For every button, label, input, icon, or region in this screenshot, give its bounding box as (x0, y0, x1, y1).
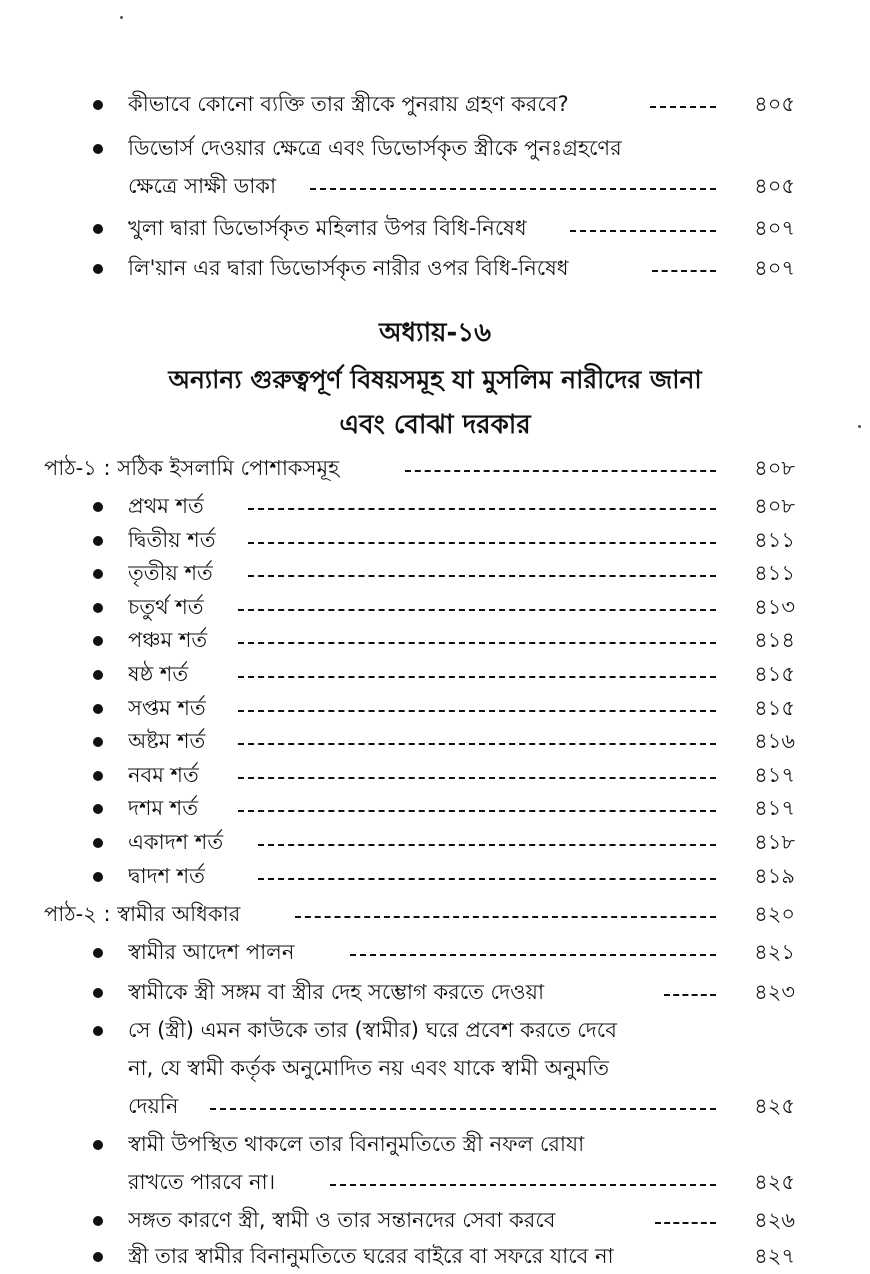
toc-entry (0, 624, 870, 656)
entry-title: ষষ্ঠ শর্ত (128, 662, 192, 686)
toc-entry (0, 88, 870, 120)
bullet-icon (93, 988, 103, 998)
entry-title: দ্বাদশ শর্ত (128, 864, 209, 888)
lesson-heading (0, 898, 870, 930)
bullet-icon (93, 224, 103, 234)
entry-title: সঙ্গত কারণে স্ত্রী, স্বামী ও তার সন্তানদের সেবা করবে (128, 1208, 559, 1232)
page-number: ৪১১ (754, 561, 795, 585)
dot-leader (238, 710, 716, 712)
entry-title: পঞ্চম শর্ত (128, 628, 211, 652)
dot-leader (248, 575, 716, 577)
toc-entry (0, 1128, 870, 1198)
bullet-icon (93, 502, 103, 512)
page-number: ৪১৮ (754, 830, 795, 854)
entry-title: তৃতীয় শর্ত (128, 561, 217, 585)
dot-leader (248, 542, 716, 544)
dot-leader (238, 642, 716, 644)
chapter-number: অধ্যায়-১৬ (378, 318, 492, 348)
lesson-heading (0, 452, 870, 484)
page-number: ৪০৭ (754, 216, 795, 240)
dot-leader (238, 810, 716, 812)
entry-title: কীভাবে কোনো ব্যক্তি তার স্ত্রীকে পুনরায় গ্রহণ করবে? (128, 92, 573, 116)
entry-title: সপ্তম শর্ত (128, 696, 210, 720)
dot-leader (248, 508, 716, 510)
toc-entry (0, 132, 870, 202)
entry-title: চতুর্থ শর্ত (128, 595, 208, 619)
dot-leader (330, 1184, 716, 1186)
bullet-icon (93, 144, 103, 154)
toc-entry (0, 591, 870, 623)
bullet-icon (93, 1252, 103, 1262)
page-number: ৪০৫ (754, 92, 795, 116)
page-number: ৪১৫ (754, 696, 795, 720)
page-number: ৪১৭ (754, 763, 795, 787)
toc-entry (0, 252, 870, 284)
entry-title-continued: ক্ষেত্রে সাক্ষী ডাকা (128, 174, 280, 198)
page-number: ৪২১ (754, 940, 795, 964)
entry-title: লি'য়ান এর দ্বারা ডিভোর্সকৃত নারীর ওপর বিধি-নিষেধ (128, 256, 573, 280)
bullet-icon (93, 569, 103, 579)
toc-entry (0, 1204, 870, 1236)
toc-entry (0, 1240, 870, 1272)
dot-leader (258, 878, 716, 880)
dot-leader (210, 1108, 716, 1110)
toc-entry (0, 792, 870, 824)
dot-leader (310, 188, 716, 190)
page-number: ৪০৭ (754, 256, 795, 280)
entry-title-continued: না, যে স্বামী কর্তৃক অনুমোদিত নয় এবং যাকে স্বামী অনুমতি (128, 1056, 609, 1080)
chapter-title-line1: অন্যান্য গুরুত্বপূর্ণ বিষয়সমূহ যা মুসলিম নারীদের জানা (168, 365, 702, 394)
dot-leader (238, 777, 716, 779)
bullet-icon (93, 838, 103, 848)
dot-leader (238, 609, 716, 611)
bullet-icon (93, 1140, 103, 1150)
bullet-icon (93, 536, 103, 546)
entry-title: প্রথম শর্ত (128, 494, 208, 518)
entry-title-continued: রাখতে পারবে না। (128, 1170, 279, 1194)
dot-leader (238, 743, 716, 745)
bullet-icon (93, 636, 103, 646)
dot-leader (238, 676, 716, 678)
page-number: ৪২০ (754, 902, 795, 926)
entry-title: স্বামী উপস্থিত থাকলে তার বিনানুমতিতে স্ত্রী নফল রোযা (128, 1132, 585, 1156)
entry-title: স্বামীকে স্ত্রী সঙ্গম বা স্ত্রীর দেহ সম্ভোগ করতে দেওয়া (128, 980, 548, 1004)
bullet-icon (93, 264, 103, 274)
toc-entry (0, 1014, 870, 1124)
page-number: ৪২৫ (754, 1094, 795, 1118)
page-number: ৪২৩ (754, 980, 795, 1004)
page-number: ৪১৪ (754, 628, 795, 652)
toc-entry (0, 860, 870, 892)
entry-title: দ্বিতীয় শর্ত (128, 528, 219, 552)
bullet-icon (93, 872, 103, 882)
entry-title: সে (স্ত্রী) এমন কাউকে তার (স্বামীর) ঘরে প্রবেশ করতে দেবে (128, 1018, 617, 1042)
toc-entry (0, 212, 870, 244)
toc-entry (0, 692, 870, 724)
page-number: ৪২৭ (754, 1244, 795, 1268)
dot-leader (258, 844, 716, 846)
dot-leader (655, 1222, 716, 1224)
entry-title: ডিভোর্স দেওয়ার ক্ষেত্রে এবং ডিভোর্সকৃত স্ত্রীকে পুনঃগ্রহণের (128, 136, 622, 160)
entry-title: খুলা দ্বারা ডিভোর্সকৃত মহিলার উপর বিধি-নিষেধ (128, 216, 531, 240)
toc-entry (0, 557, 870, 589)
entry-title: অষ্টম শর্ত (128, 729, 209, 753)
dot-leader (295, 916, 716, 918)
page-number: ৪০৫ (754, 174, 795, 198)
toc-entry (0, 725, 870, 757)
bullet-icon (93, 670, 103, 680)
entry-title: স্ত্রী তার স্বামীর বিনানুমতিতে ঘরের বাইরে বা সফরে যাবে না (128, 1244, 618, 1268)
page-number: ৪২৫ (754, 1170, 795, 1194)
dot-leader (350, 954, 716, 956)
toc-entry (0, 976, 870, 1008)
dot-leader (652, 270, 716, 272)
dot-leader (650, 106, 716, 108)
toc-entry (0, 524, 870, 556)
bullet-icon (93, 737, 103, 747)
chapter-title-line2: এবং বোঝা দরকার (339, 410, 531, 440)
bullet-icon (93, 804, 103, 814)
bullet-icon (93, 1026, 103, 1036)
entry-title: স্বামীর আদেশ পালন (128, 940, 298, 964)
toc-entry (0, 826, 870, 858)
toc-entry (0, 759, 870, 791)
page-number: ৪০৮ (754, 494, 795, 518)
page-number: ৪১৭ (754, 796, 795, 820)
bullet-icon (93, 100, 103, 110)
dot-leader (664, 994, 716, 996)
page-number: ৪১৯ (754, 864, 795, 888)
bullet-icon (93, 603, 103, 613)
entry-title-continued: দেয়নি (128, 1094, 182, 1118)
bullet-icon (93, 704, 103, 714)
print-speck (120, 16, 123, 19)
bullet-icon (93, 771, 103, 781)
entry-title: দশম শর্ত (128, 796, 202, 820)
page-number: ৪১১ (754, 528, 795, 552)
lesson-title: পাঠ-২ : স্বামীর অধিকার (44, 902, 244, 926)
bullet-icon (93, 948, 103, 958)
page-number: ৪০৮ (754, 456, 795, 480)
dot-leader (405, 470, 716, 472)
toc-entry (0, 658, 870, 690)
page-number: ৪১৩ (754, 595, 795, 619)
lesson-title: পাঠ-১ : সঠিক ইসলামি পোশাকসমূহ (44, 456, 343, 480)
toc-entry (0, 490, 870, 522)
dot-leader (570, 230, 716, 232)
page-number: ৪১৫ (754, 662, 795, 686)
page-number: ৪১৬ (754, 729, 795, 753)
page-number: ৪২৬ (754, 1208, 795, 1232)
entry-title: একাদশ শর্ত (128, 830, 227, 854)
toc-entry (0, 936, 870, 968)
bullet-icon (93, 1216, 103, 1226)
entry-title: নবম শর্ত (128, 763, 203, 787)
